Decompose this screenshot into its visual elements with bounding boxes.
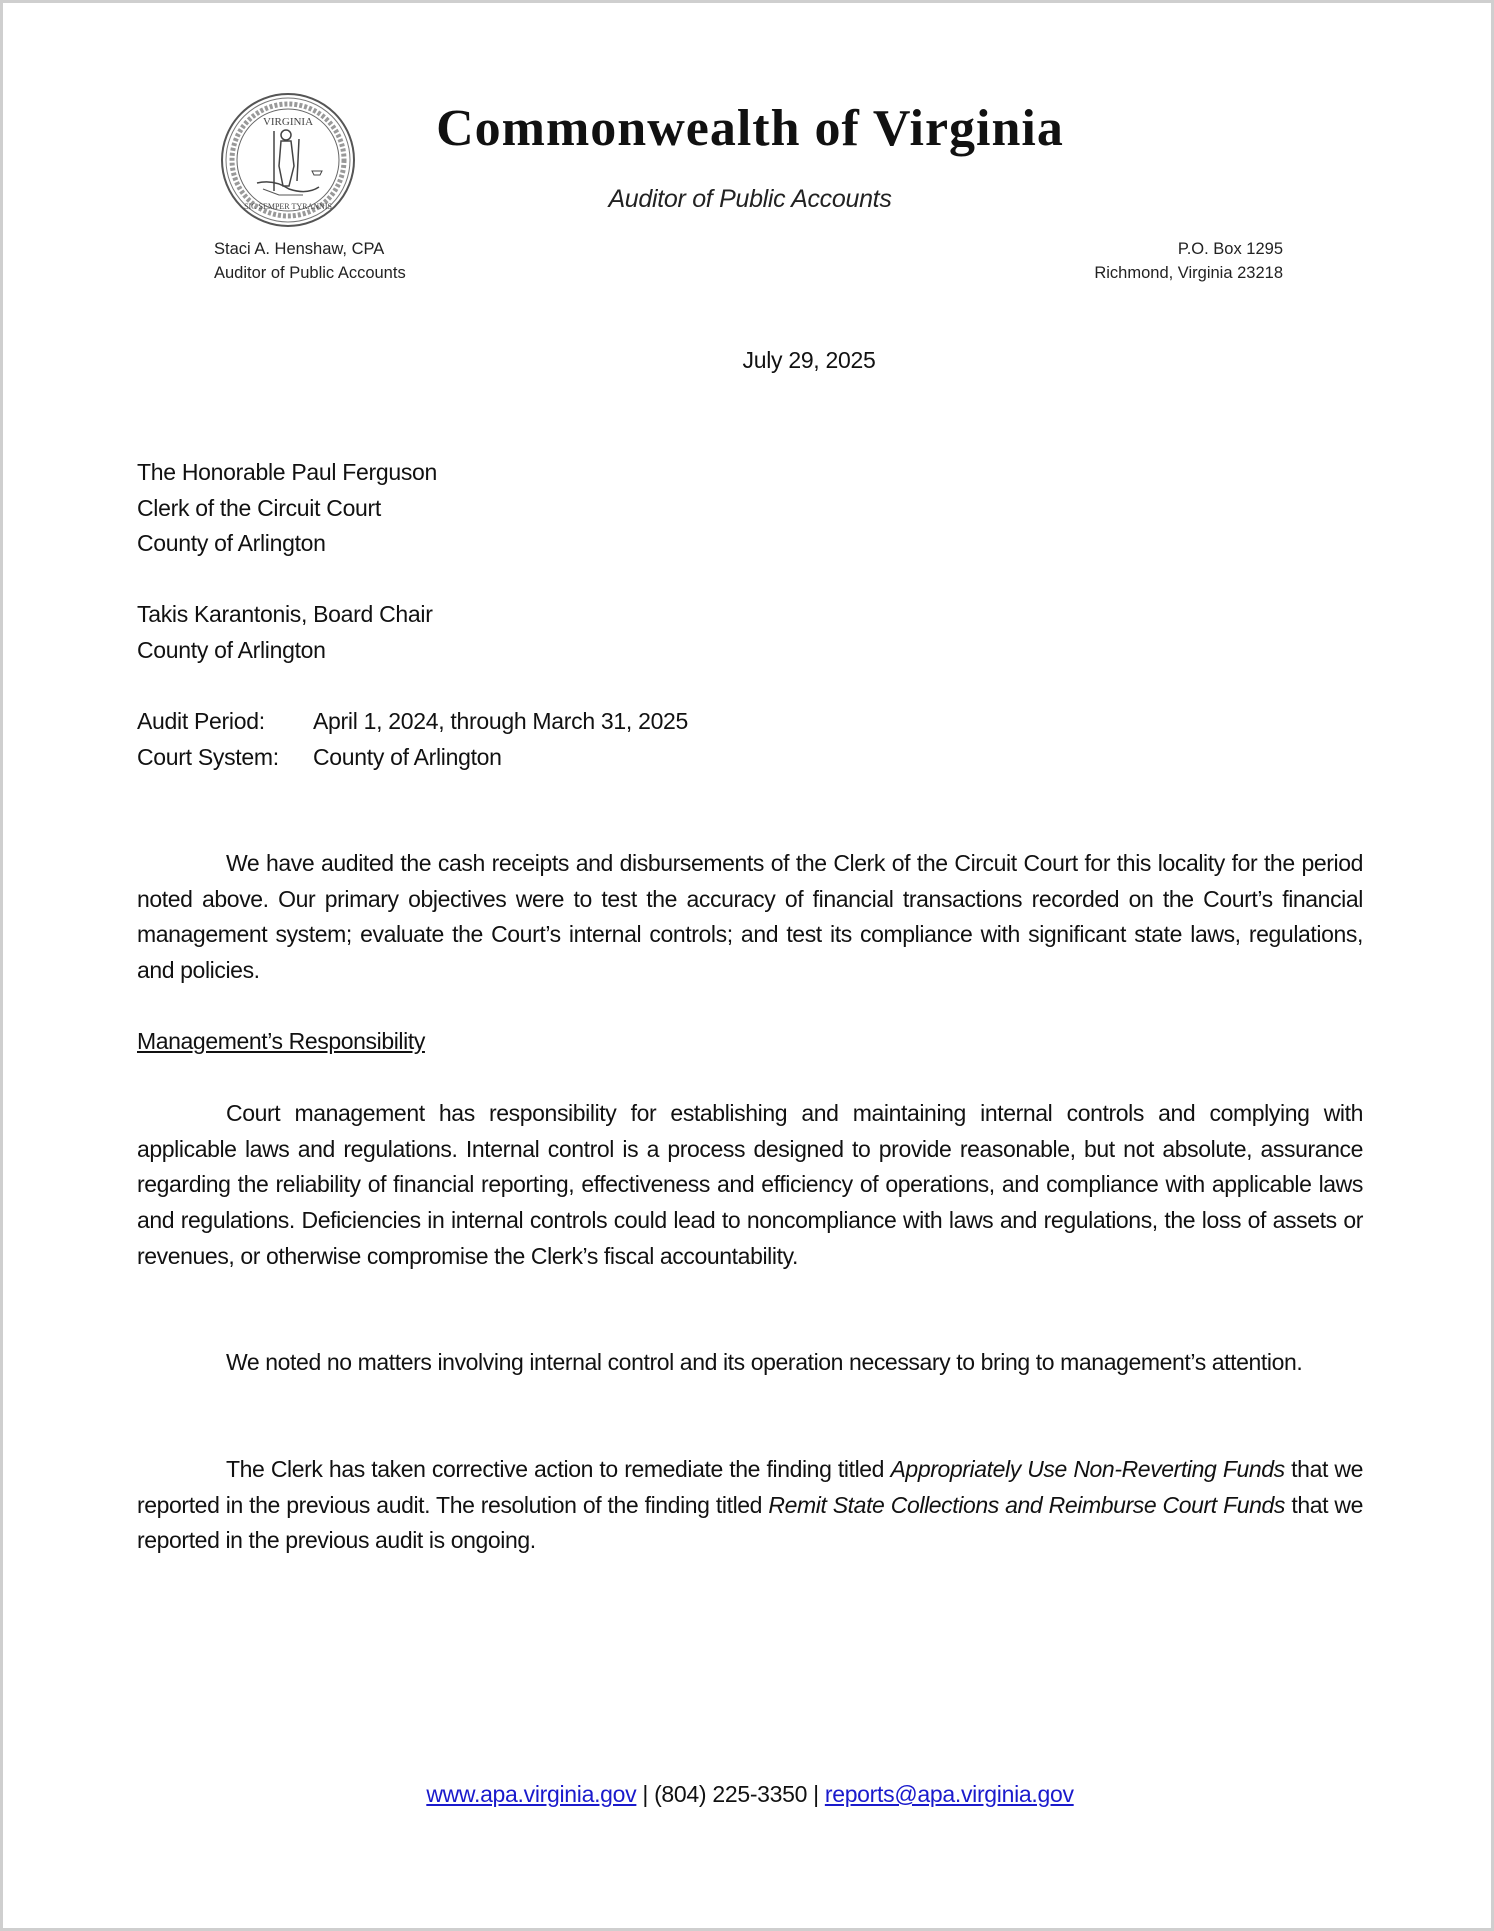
paragraph-no-matters: We noted no matters involving internal control and its operation necessary to bring to management’s attention. <box>226 1349 1303 1375</box>
website-link[interactable]: www.apa.virginia.gov <box>426 1781 637 1807</box>
no-matters-section <box>137 1345 1363 1381</box>
letter-body <box>137 846 1363 989</box>
addressee-line: County of Arlington <box>137 636 326 663</box>
audit-info <box>137 704 688 775</box>
letterhead-title: Commonwealth of Virginia <box>436 100 1064 157</box>
auditor-block <box>214 237 406 285</box>
finding-title-1: Appropriately Use Non-Reverting Funds <box>890 1456 1285 1482</box>
auditor-name: Staci A. Henshaw, CPA <box>214 240 385 258</box>
court-system-value: County of Arlington <box>313 743 502 770</box>
paragraph-audit-scope: We have audited the cash receipts and disbursements of the Clerk of the Circuit Court for this locality for the period noted above. Our primary objectives were to test the accuracy of financial transactions recorded on the Court’s financial management system; evaluate the Court’s internal controls; and test its compliance with significant state laws, regulations, and policies. <box>137 850 1363 984</box>
addressee-line: County of Arlington <box>137 530 326 557</box>
responsibility-body <box>137 1096 1363 1275</box>
text-run: that we reported in the previous audit is ongoing. <box>137 1491 1364 1554</box>
court-system-row <box>137 740 688 776</box>
responsibility-section <box>137 1024 1363 1060</box>
city-state-zip: Richmond, Virginia 23218 <box>1094 264 1283 282</box>
phone-number: (804) 225-3350 <box>654 1781 808 1807</box>
audit-period-label: Audit Period: <box>137 708 265 734</box>
court-system-label: Court System: <box>137 743 279 770</box>
text-run: that we reported in the previous audit. The resolution of the finding titled <box>137 1456 1363 1518</box>
addressee-line: Clerk of the Circuit Court <box>137 494 381 521</box>
separator: | <box>642 1781 649 1807</box>
separator: | <box>813 1781 819 1807</box>
paragraph-prior-findings <box>137 1452 1363 1559</box>
finding-title-2: Remit State Collections and Reimburse Court Funds <box>768 1491 1286 1518</box>
addressee-line: The Honorable Paul Ferguson <box>137 459 438 485</box>
svg-text:SIC SEMPER TYRANNIS: SIC SEMPER TYRANNIS <box>244 202 332 211</box>
svg-text:VIRGINIA: VIRGINIA <box>262 116 314 128</box>
letterhead-subtitle: Auditor of Public Accounts <box>608 185 892 213</box>
mailing-address-block <box>1094 237 1283 285</box>
footer-contact <box>3 1781 1494 1808</box>
email-link[interactable]: reports@apa.virginia.gov <box>824 1781 1074 1807</box>
audit-period-row <box>137 704 688 740</box>
audit-period-value: April 1, 2024, through March 31, 2025 <box>313 708 689 734</box>
section-heading: Management’s Responsibility <box>137 1028 425 1054</box>
paragraph-management-responsibility: Court management has responsibility for establishing and maintaining internal controls and complying with applicable laws and regulations. Internal control is a process designed to provide reasonable, but not absolute, assurance regarding the reliability of financial reporting, effectiveness and efficiency of operations, and compliance with applicable laws and regulations. Deficiencies in internal controls could lead to noncompliance with laws and regulations, the loss of assets or revenues, or otherwise compromise the Clerk’s fiscal accountability. <box>137 1100 1363 1269</box>
letter-date: July 29, 2025 <box>742 347 876 373</box>
addressee-2 <box>137 597 433 668</box>
auditor-title: Auditor of Public Accounts <box>214 264 406 282</box>
addressee-1 <box>137 455 437 562</box>
text-run: The Clerk has taken corrective action to remediate the finding titled <box>226 1456 891 1482</box>
po-box: P.O. Box 1295 <box>1177 240 1283 258</box>
addressee-line: Takis Karantonis, Board Chair <box>137 601 433 627</box>
findings-section <box>137 1452 1363 1559</box>
